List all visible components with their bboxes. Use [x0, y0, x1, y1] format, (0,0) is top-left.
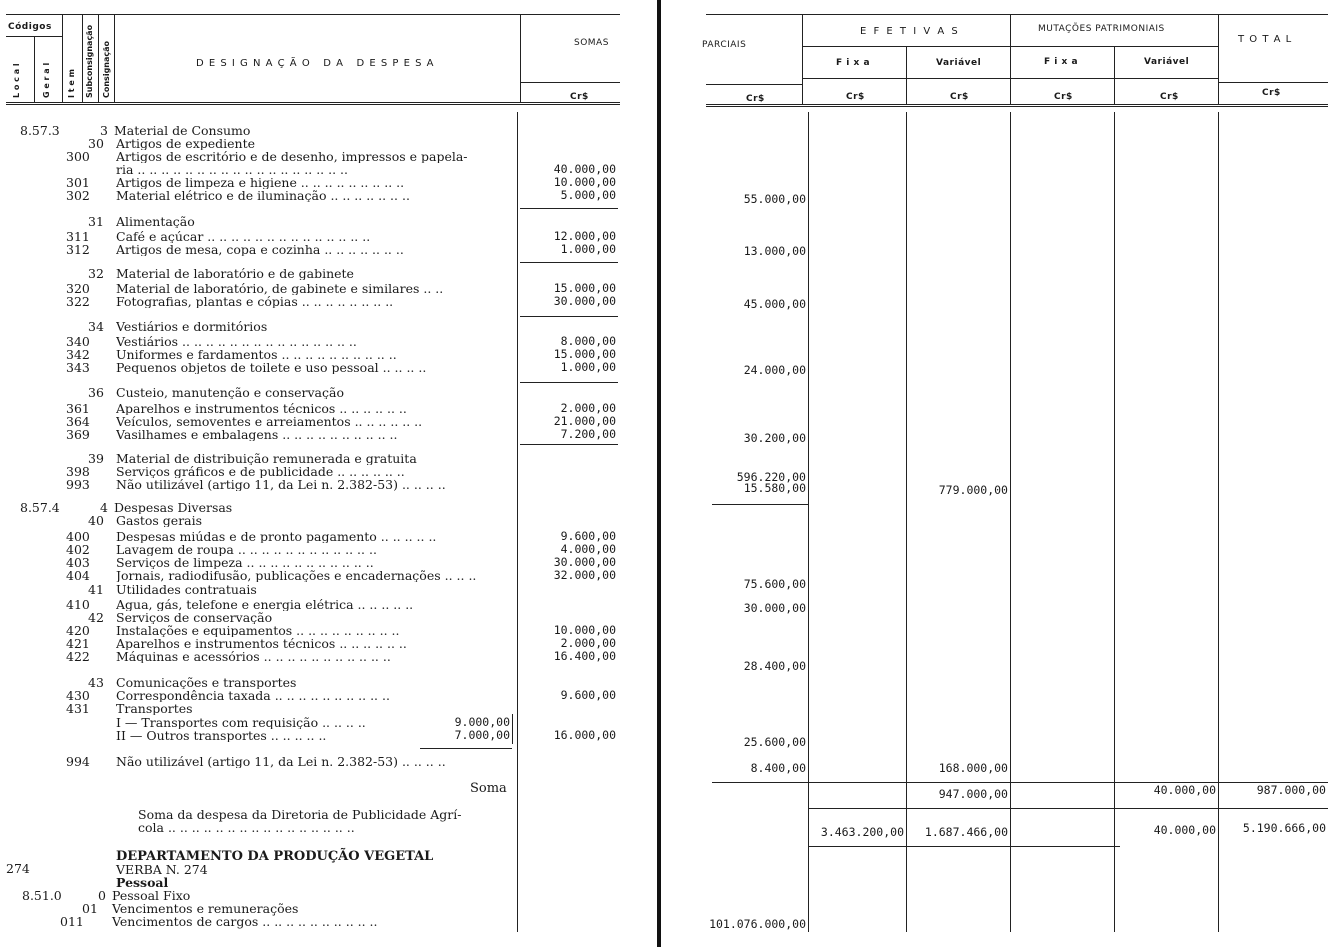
- row-code: 342: [66, 347, 90, 362]
- row-subcode: 31: [88, 214, 104, 229]
- geral-label: G e r a l: [42, 62, 51, 98]
- row-amount: 15.000,00: [553, 281, 616, 295]
- row-code: 320: [66, 281, 90, 296]
- row-amount: 12.000,00: [553, 229, 616, 243]
- total-rule: [1218, 82, 1328, 83]
- pessoal-fixo-label: Pessoal Fixo: [112, 888, 191, 903]
- row-code: 410: [66, 597, 90, 612]
- subtotal-rule: [520, 262, 618, 263]
- row-subcode: 32: [88, 266, 104, 281]
- total-987: 987.000,00: [1256, 783, 1326, 797]
- parcial-value: 13.000,00: [743, 244, 806, 258]
- row-subcode: 39: [88, 451, 104, 466]
- header-sub-rule: [802, 78, 1218, 79]
- row-description: I — Transportes com requisição .. .. .. ..: [116, 716, 366, 729]
- row-code: 322: [66, 294, 90, 309]
- row-description: Despesas miúdas e de pronto pagamento .. .. .. .. ..: [116, 530, 437, 543]
- row-code: 312: [66, 242, 90, 257]
- designacao-label: D E S I G N A Ç Ã O D A D E S P E S A: [196, 58, 435, 69]
- somas-label: SOMAS: [574, 38, 609, 48]
- transport-rule-vertical: [512, 714, 513, 744]
- row-description: Artigos de mesa, copa e cozinha .. .. .. .. .. .. ..: [116, 243, 404, 256]
- row-amount: 16.000,00: [553, 728, 616, 742]
- row-subcode: 41: [88, 582, 104, 597]
- efetivas-label: E F E T I V A S: [860, 26, 960, 37]
- row-code: 993: [66, 477, 90, 492]
- parciais-column-rule: [808, 112, 809, 932]
- subtotal-rule: [520, 316, 618, 317]
- row-code: 994: [66, 754, 90, 769]
- efetivas-fixa-label: F i x a: [836, 58, 871, 68]
- right-page: [672, 0, 1332, 947]
- row-code: 364: [66, 414, 90, 429]
- row-amount: 4.000,00: [560, 542, 616, 556]
- header-col-divider: [62, 14, 63, 102]
- row-description: Material de laboratório, de gabinete e similares .. ..: [116, 282, 444, 295]
- row-subcode: 3: [100, 123, 108, 138]
- variavel-947: 947.000,00: [938, 787, 1008, 801]
- total-grand: 5.190.666,00: [1242, 821, 1326, 835]
- currency-mut-fixa: Cr$: [1054, 92, 1073, 102]
- mutacoes-variavel-label: Variável: [1144, 57, 1190, 67]
- row-description: Aparelhos e instrumentos técnicos .. .. .. .. .. ..: [116, 637, 407, 650]
- parcial-value: 596.220,00: [736, 470, 806, 484]
- fixa-total: 3.463.200,00: [820, 825, 904, 839]
- sub-0: 0: [98, 888, 106, 903]
- row-description: Agua, gás, telefone e energia elétrica .. .. .. .. ..: [116, 598, 414, 611]
- row-code: 361: [66, 401, 90, 416]
- row-description: Não utilizável (artigo 11, da Lei n. 2.382-53) .. .. .. ..: [116, 755, 446, 768]
- header-col-divider: [34, 36, 35, 102]
- row-description: Café e açúcar .. .. .. .. .. .. .. .. .. .. .. .. .. ..: [116, 230, 371, 243]
- soma-diretoria-line2: cola .. .. .. .. .. .. .. .. .. .. .. .. .. .. .. ..: [138, 820, 355, 835]
- row-description: Despesas Diversas: [114, 501, 233, 514]
- codigos-label: Códigos: [8, 22, 52, 32]
- header-mid-rule: [802, 46, 1218, 47]
- consignacao-label: Consignação: [102, 40, 111, 98]
- row-amount: 1.000,00: [560, 242, 616, 256]
- row-code: 431: [66, 701, 90, 716]
- header-bottom-rule: [6, 102, 620, 105]
- vencimentos-remuneracoes: Vencimentos e remunerações: [112, 901, 299, 916]
- parcial-value: 30.200,00: [743, 431, 806, 445]
- row-description: Uniformes e fardamentos .. .. .. .. .. .. .. .. .. ..: [116, 348, 397, 361]
- row-amount: 10.000,00: [553, 175, 616, 189]
- left-page: [0, 0, 625, 947]
- row-code: 420: [66, 623, 90, 638]
- row-subcode: 43: [88, 675, 104, 690]
- variavel-total: 1.687.466,00: [924, 825, 1008, 839]
- row-code: 302: [66, 188, 90, 203]
- row-amount: 9.600,00: [560, 529, 616, 543]
- row-amount: 30.000,00: [553, 555, 616, 569]
- parcial-value: 55.000,00: [743, 192, 806, 206]
- row-code: 301: [66, 175, 90, 190]
- mutacoes-fixa-label: F i x a: [1044, 57, 1079, 67]
- row-description: Artigos de expediente: [116, 137, 256, 150]
- parcial-value: 45.000,00: [743, 297, 806, 311]
- row-amount: 5.000,00: [560, 188, 616, 202]
- row-description: Material de Consumo: [114, 124, 251, 137]
- code-011: 011: [60, 914, 84, 929]
- row-subcode: 4: [100, 500, 108, 515]
- currency-label: Cr$: [570, 92, 589, 102]
- header-col-divider: [98, 14, 99, 102]
- header-col-divider: [520, 14, 521, 102]
- row-amount: 2.000,00: [560, 636, 616, 650]
- parcial-value: 75.600,00: [743, 577, 806, 591]
- row-description: II — Outros transportes .. .. .. .. ..: [116, 729, 327, 742]
- row-description: Material elétrico e de iluminação .. .. .. .. .. .. ..: [116, 189, 410, 202]
- row-description: Lavagem de roupa .. .. .. .. .. .. .. .. .. .. .. ..: [116, 543, 377, 556]
- row-amount: 8.000,00: [560, 334, 616, 348]
- row-subcode: 42: [88, 610, 104, 625]
- mut-variavel-column-rule: [1218, 112, 1219, 932]
- somas-rule: [520, 82, 620, 83]
- currency-total: Cr$: [1262, 88, 1281, 98]
- transport-rule: [420, 748, 512, 749]
- row-code: 340: [66, 334, 90, 349]
- row-description: Gastos gerais: [116, 514, 203, 527]
- transport-part-2: 7.000,00: [454, 728, 510, 742]
- row-amount: 1.000,00: [560, 360, 616, 374]
- mut-variavel-40a: 40.000,00: [1153, 783, 1216, 797]
- parcial-value: 25.600,00: [743, 735, 806, 749]
- row-amount: 7.200,00: [560, 427, 616, 441]
- header-col-divider: [82, 14, 83, 102]
- row-description: Instalações e equipamentos .. .. .. .. .. .. .. .. ..: [116, 624, 400, 637]
- row-description: Aparelhos e instrumentos técnicos .. .. .. .. .. ..: [116, 402, 407, 415]
- row-description: Pequenos objetos de toilete e uso pessoal .. .. .. ..: [116, 361, 427, 374]
- row-description: Serviços de limpeza .. .. .. .. .. .. .. .. .. .. ..: [116, 556, 374, 569]
- parciais-rule: [706, 84, 802, 85]
- efetivas-variavel-label: Variável: [936, 58, 982, 68]
- variavel-column-rule: [1010, 112, 1011, 932]
- row-code: 403: [66, 555, 90, 570]
- row-description: Veículos, semoventes e arreiamentos .. .. .. .. .. ..: [116, 415, 423, 428]
- soma-rule: [712, 782, 1328, 783]
- row-code: 300: [66, 149, 90, 164]
- code-8510: 8.51.0: [22, 888, 62, 903]
- header-bottom-rule: [706, 104, 1328, 107]
- row-amount: 16.400,00: [553, 649, 616, 663]
- row-description: Material de laboratório e de gabinete: [116, 267, 354, 280]
- row-code: 404: [66, 568, 90, 583]
- currency-parciais: Cr$: [746, 94, 765, 104]
- row-amount: 9.600,00: [560, 688, 616, 702]
- row-code: 398: [66, 464, 90, 479]
- subtotal-rule: [520, 208, 618, 209]
- subconsignacao-label: Subconsignação: [85, 24, 94, 98]
- row-amount: 40.000,00: [553, 162, 616, 176]
- currency-fixa: Cr$: [846, 92, 865, 102]
- row-description: Correspondência taxada .. .. .. .. .. .. .. .. .. ..: [116, 689, 390, 702]
- header-col-divider: [1010, 14, 1011, 104]
- soma-diretoria-line1: Soma da despesa da Diretoria de Publicidade Agrí-: [138, 807, 462, 822]
- row-description: Alimentação: [116, 215, 195, 228]
- mutacoes-label: MUTAÇÕES PATRIMONIAIS: [1038, 24, 1165, 34]
- row-subcode: 36: [88, 385, 104, 400]
- row-description: ria .. .. .. .. .. .. .. .. .. .. .. .. .. .. .. .. .. ..: [116, 163, 348, 176]
- row-code: 422: [66, 649, 90, 664]
- row-code: 400: [66, 529, 90, 544]
- row-description: Custeio, manutenção e conservação: [116, 386, 344, 399]
- row-description: Máquinas e acessórios .. .. .. .. .. .. .. .. .. .. ..: [116, 650, 391, 663]
- row-description: Artigos de escritório e de desenho, impressos e papela-: [116, 150, 468, 163]
- row-subcode: 30: [88, 136, 104, 151]
- header-col-divider: [1114, 46, 1115, 104]
- row-description: Vestiários e dormitórios: [116, 320, 268, 333]
- parciais-subtotal-rule: [712, 504, 808, 505]
- row-description: Serviços gráficos e de publicidade .. .. .. .. .. ..: [116, 465, 405, 478]
- header-col-divider: [114, 14, 115, 102]
- parcial-value: 24.000,00: [743, 363, 806, 377]
- currency-mut-variavel: Cr$: [1160, 92, 1179, 102]
- row-code: 8.57.3: [20, 123, 60, 138]
- row-code: 369: [66, 427, 90, 442]
- total-label: T O T A L: [1238, 34, 1293, 45]
- parcial-value: 8.400,00: [750, 761, 806, 775]
- departamento-title: DEPARTAMENTO DA PRODUÇÃO VEGETAL: [116, 849, 434, 864]
- vencimentos-cargos: Vencimentos de cargos .. .. .. .. .. .. .. .. .. ..: [112, 914, 378, 929]
- parciais-label: PARCIAIS: [702, 40, 747, 50]
- header-top-rule: [706, 14, 1328, 15]
- item-label: I t e m: [67, 69, 76, 98]
- parcial-value: 30.000,00: [743, 601, 806, 615]
- grand-total-rule: [808, 846, 1120, 847]
- page-binding: [657, 0, 661, 947]
- row-description: Comunicações e transportes: [116, 676, 297, 689]
- row-description: Utilidades contratuais: [116, 583, 257, 596]
- row-code: 402: [66, 542, 90, 557]
- parcial-value: 28.400,00: [743, 659, 806, 673]
- header-col-divider: [906, 46, 907, 104]
- pessoal-label: Pessoal: [116, 875, 169, 890]
- row-subcode: 40: [88, 513, 104, 528]
- header-col-divider: [802, 14, 803, 104]
- row-amount: 30.000,00: [553, 294, 616, 308]
- row-amount: 10.000,00: [553, 623, 616, 637]
- row-amount: 15.000,00: [553, 347, 616, 361]
- currency-variavel: Cr$: [950, 92, 969, 102]
- header-col-divider: [1218, 14, 1219, 104]
- row-code: 8.57.4: [20, 500, 60, 515]
- subtotal-rule: [520, 444, 618, 445]
- local-label: L o c a l: [12, 63, 21, 98]
- subtotal-rule: [520, 382, 618, 383]
- parcial-value: 101.076.000,00: [709, 917, 806, 931]
- row-description: Jornais, radiodifusão, publicações e encadernações .. .. ..: [116, 569, 477, 582]
- variavel-168: 168.000,00: [938, 761, 1008, 775]
- parcial-value: 15.580,00: [743, 481, 806, 495]
- transport-part-1: 9.000,00: [454, 715, 510, 729]
- somas-column-rule: [517, 112, 518, 932]
- row-description: Transportes: [116, 702, 193, 715]
- soma-label: Soma: [470, 781, 507, 796]
- row-description: Fotografias, plantas e cópias .. .. .. .. .. .. .. ..: [116, 295, 394, 308]
- fixa-column-rule: [906, 112, 907, 932]
- row-amount: 21.000,00: [553, 414, 616, 428]
- verba-label: VERBA N. 274: [116, 862, 208, 877]
- row-amount: 2.000,00: [560, 401, 616, 415]
- row-description: Serviços de conservação: [116, 611, 273, 624]
- row-code: 421: [66, 636, 90, 651]
- row-amount: 32.000,00: [553, 568, 616, 582]
- mut-fixa-column-rule: [1114, 112, 1115, 932]
- row-description: Não utilizável (artigo 11, da Lei n. 2.382-53) .. .. .. ..: [116, 478, 446, 491]
- row-subcode: 34: [88, 319, 104, 334]
- row-description: Artigos de limpeza e higiene .. .. .. .. .. .. .. .. ..: [116, 176, 405, 189]
- variavel-779: 779.000,00: [938, 483, 1008, 497]
- departamento-side-number: 274: [6, 861, 30, 876]
- row-description: Vasilhames e embalagens .. .. .. .. .. .. .. .. .. ..: [116, 428, 398, 441]
- row-code: 430: [66, 688, 90, 703]
- diretoria-rule: [808, 808, 1328, 809]
- row-code: 311: [66, 229, 90, 244]
- row-description: Vestiários .. .. .. .. .. .. .. .. .. .. .. .. .. .. ..: [116, 335, 357, 348]
- row-code: 343: [66, 360, 90, 375]
- sub-01: 01: [82, 901, 98, 916]
- row-description: Material de distribuição remunerada e gratuita: [116, 452, 417, 465]
- mut-variavel-40b: 40.000,00: [1153, 823, 1216, 837]
